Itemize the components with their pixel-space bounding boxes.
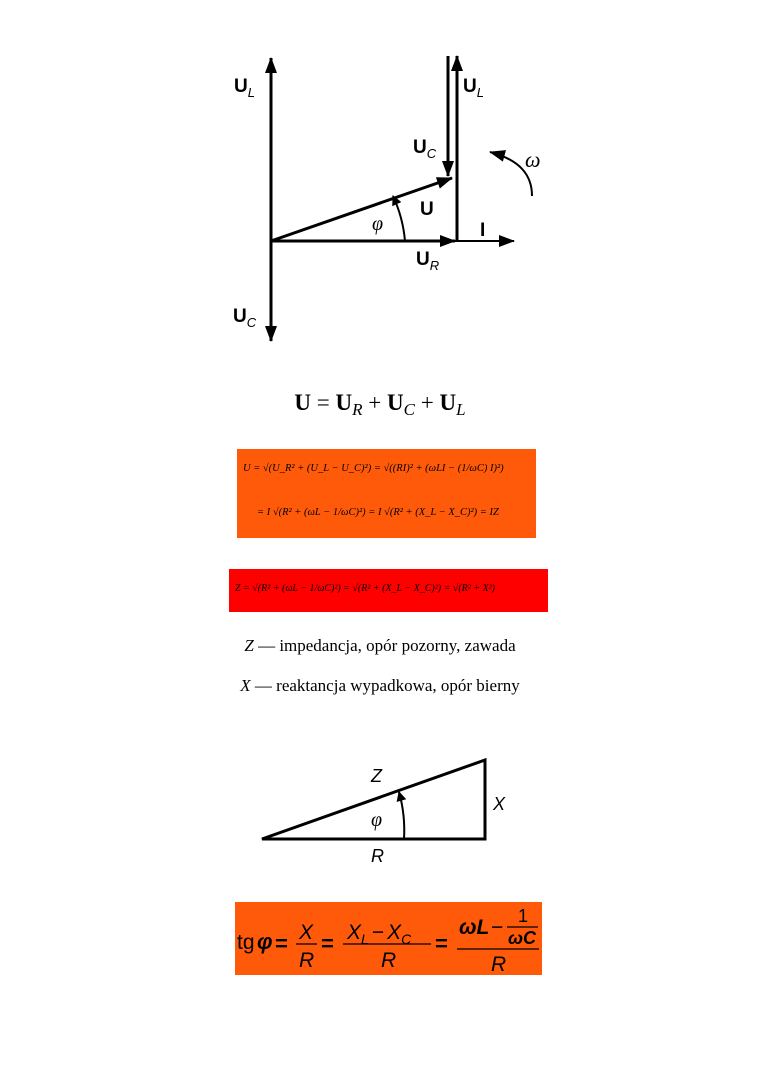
definition-Z: Z — impedancja, opór pozorny, zawada [244, 636, 516, 655]
label-I: I [480, 220, 486, 241]
label-omega: ω [525, 147, 541, 172]
phi-arc [393, 196, 405, 241]
impedance-formula-line: Z = √(R² + (ωL − 1/ωC)²) = √(R² + (X_L − X_C)²) = √(R² + X²) [235, 583, 495, 594]
label-UR: $U_R$ [416, 249, 440, 273]
phasor-diagram [0, 0, 760, 360]
impedance-derivation-box [237, 449, 536, 538]
definition-X: X — reaktancja wypadkowa, opór bierny [240, 676, 520, 695]
triangle-phi-arc [399, 792, 404, 839]
derivation-line-2: = I √(R² + (ωL − 1/ωC)²) = I √(R² + (X_L − X_C)²) = IZ [257, 507, 499, 518]
impedance-triangle [0, 740, 760, 870]
label-UC-bottom: $U_C$ [233, 306, 257, 330]
triangle-label-Z: Z [371, 766, 382, 786]
tangent-formula-box [235, 902, 542, 975]
label-UC-top: $U_C$ [413, 137, 437, 161]
eq-2: = [321, 931, 334, 956]
label-U: U [420, 199, 434, 220]
label-UL-right: $U_L$ [463, 76, 484, 100]
frac2-den: R [381, 949, 397, 972]
label-UL-left: $U_L$ [234, 76, 255, 100]
triangle-label-phi: φ [371, 809, 383, 831]
frac3-minus: − [491, 916, 504, 939]
tangent-formula [235, 902, 542, 975]
frac3-den: R [491, 953, 507, 975]
tg-label: tg [237, 931, 255, 954]
vector-sum-equation: $U = U_R + U_C + U_L$ [294, 390, 466, 419]
eq-3: = [435, 931, 448, 956]
triangle-label-X: X [493, 794, 506, 814]
tg-phi: φ [257, 929, 273, 954]
frac3-omegaC: ωC [508, 928, 537, 948]
frac3-one: 1 [518, 906, 529, 926]
frac1-den: R [299, 949, 315, 972]
eq-1: = [275, 931, 288, 956]
frac3-omegaL: ωL [459, 916, 490, 939]
impedance-formula-box [229, 569, 548, 612]
triangle-label-R: R [371, 846, 384, 866]
derivation-line-1: U = √(U_R² + (U_L − U_C)²) = √((RI)² + (ωLI − (1/ωC) I)²) [243, 463, 504, 474]
frac1-num: X [299, 921, 314, 944]
frac2-num: $X_L - X_C$ [347, 921, 412, 947]
label-phi: φ [372, 213, 384, 235]
